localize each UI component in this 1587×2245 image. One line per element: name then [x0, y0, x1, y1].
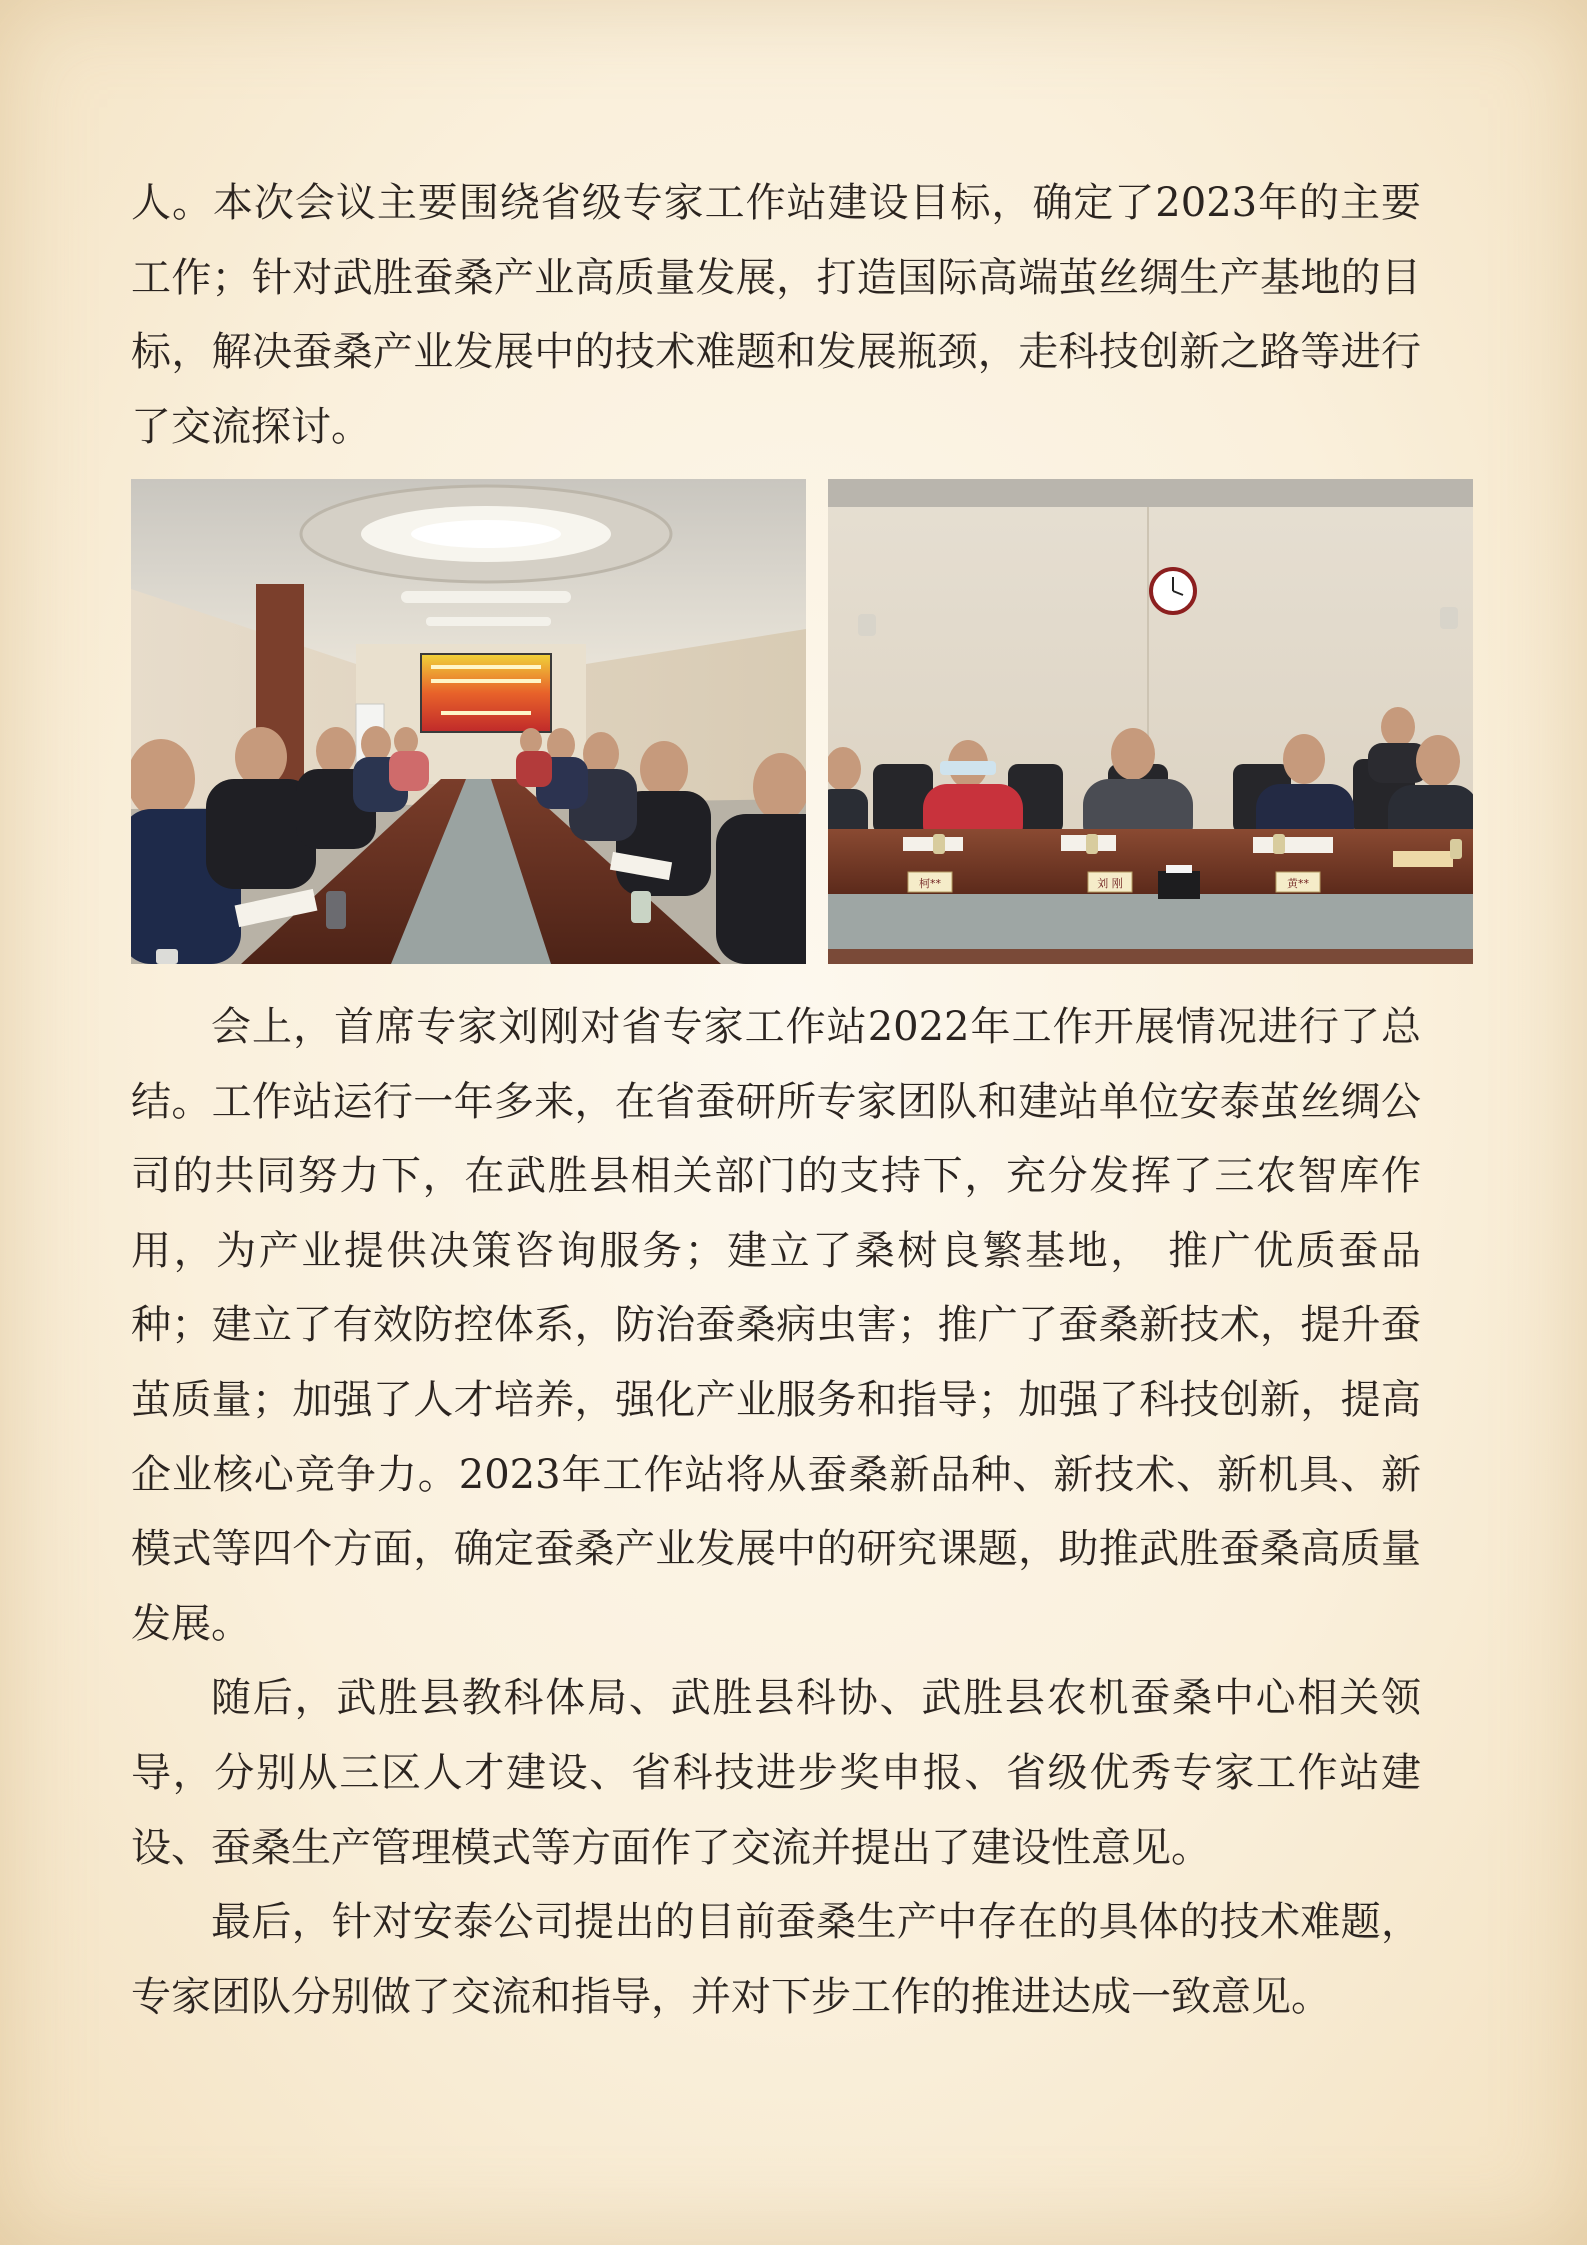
meeting-room-photo	[131, 479, 806, 964]
paragraph-exchange: 随后，武胜县教科体局、武胜县科协、武胜县农机蚕桑中心相关领导，分别从三区人才建设、省科技进步奖申报、省级优秀专家工作站建设、蚕桑生产管理模式等方面作了交流并提出了建设性意见。	[131, 1675, 1421, 1871]
intro-paragraph: 人。本次会议主要围绕省级专家工作站建设目标，确定了2023年的主要工作；针对武胜蚕桑产业高质量发展，打造国际高端茧丝绸生产基地的目标，解决蚕桑产业发展中的技术难题和发展瓶颈，走科技创新之路等进行了交流探讨。	[131, 180, 1421, 450]
meeting-participants-photo	[828, 479, 1473, 964]
nameplate-1: 柯**	[919, 877, 941, 890]
meeting-participants-illustration	[828, 479, 1473, 964]
body-text	[131, 990, 1421, 2034]
paragraph-conclusion: 最后，针对安泰公司提出的目前蚕桑生产中存在的具体的技术难题，专家团队分别做了交流和指导，并对下步工作的推进达成一致意见。	[131, 1899, 1421, 2020]
paragraph-summary: 会上，首席专家刘刚对省专家工作站2022年工作开展情况进行了总结。工作站运行一年多来，在省蚕研所专家团队和建站单位安泰茧丝绸公司的共同努力下，在武胜县相关部门的支持下，充分发挥了三农智库作用，为产业提供决策咨询服务；建立了桑树良繁基地， 推广优质蚕品种；建立了有效防控体系，防治蚕桑病虫害；推广了蚕桑新技术，提升蚕茧质量；加强了人才培养，强化产业服务和指导；加强了科技创新，提高企业核心竞争力。2023年工作站将从蚕桑新品种、新技术、新机具、新模式等四个方面，确定蚕桑产业发展中的研究课题，助推武胜蚕桑高质量发展。	[131, 1004, 1421, 1647]
nameplate-2: 刘 刚	[1097, 877, 1123, 890]
nameplate-3: 黄**	[1287, 877, 1309, 890]
meeting-room-illustration	[131, 479, 806, 964]
